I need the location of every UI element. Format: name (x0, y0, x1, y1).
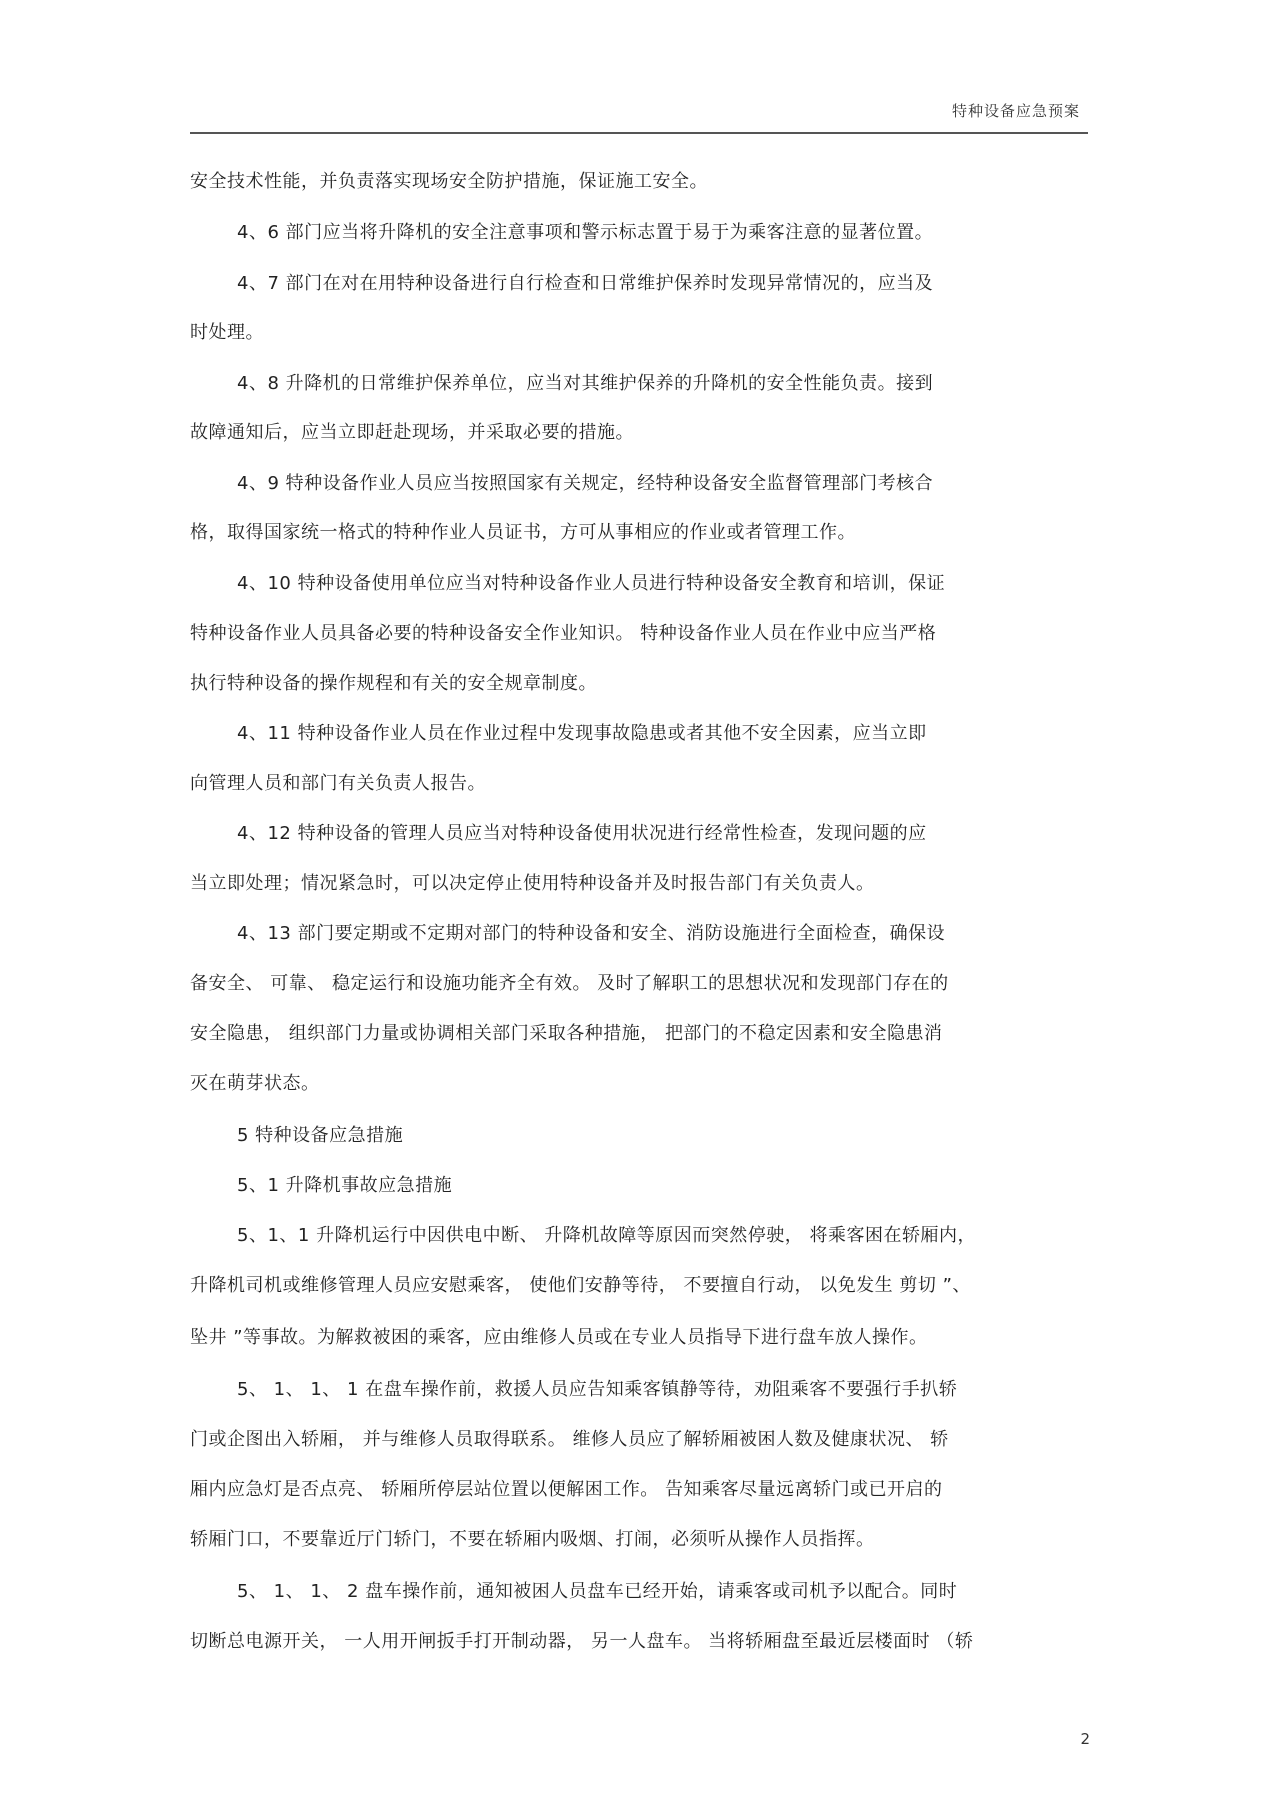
body-line: 5、 1、 1、 2 盘车操作前，通知被困人员盘车已经开始，请乘客或司机予以配合。同时 (237, 1581, 958, 1602)
body-line: 切断总电源开关， 一人用开闸扳手打开制动器， 另一人盘车。 当将轿厢盘至最近层楼面时 （轿 (190, 1631, 974, 1652)
body-line: 执行特种设备的操作规程和有关的安全规章制度。 (190, 673, 597, 694)
body-line: 特种设备作业人员具备必要的特种设备安全作业知识。 特种设备作业人员在作业中应当严格 (190, 623, 937, 644)
body-line: 4、6 部门应当将升降机的安全注意事项和警示标志置于易于为乘客注意的显著位置。 (237, 222, 934, 243)
section-heading: 5 特种设备应急措施 (237, 1125, 404, 1146)
body-line: 安全技术性能，并负责落实现场安全防护措施，保证施工安全。 (190, 171, 708, 192)
body-line: 4、13 部门要定期或不定期对部门的特种设备和安全、消防设施进行全面检查，确保设 (237, 923, 946, 944)
header-title: 特种设备应急预案 (951, 102, 1080, 120)
body-line: 厢内应急灯是否点亮、 轿厢所停层站位置以便解困工作。 告知乘客尽量远离轿门或已开启的 (190, 1479, 943, 1500)
body-line: 门或企图出入轿厢， 并与维修人员取得联系。 维修人员应了解轿厢被困人数及健康状况、 轿 (190, 1429, 949, 1450)
body-line: 坠井 ”等事故。为解救被困的乘客，应由维修人员或在专业人员指导下进行盘车放人操作。 (190, 1327, 928, 1348)
body-line: 4、10 特种设备使用单位应当对特种设备作业人员进行特种设备安全教育和培训，保证 (237, 573, 946, 594)
body-line: 当立即处理；情况紧急时，可以决定停止使用特种设备并及时报告部门有关负责人。 (190, 873, 875, 894)
body-line: 向管理人员和部门有关负责人报告。 (190, 773, 486, 794)
body-line: 5、 1、 1、 1 在盘车操作前，救援人员应告知乘客镇静等待，劝阻乘客不要强行手扒轿 (237, 1379, 958, 1400)
body-line: 安全隐患， 组织部门力量或协调相关部门采取各种措施， 把部门的不稳定因素和安全隐患消 (190, 1023, 943, 1044)
body-line: 4、12 特种设备的管理人员应当对特种设备使用状况进行经常性检查，发现问题的应 (237, 823, 927, 844)
body-line: 时处理。 (190, 322, 264, 343)
body-line: 格，取得国家统一格式的特种作业人员证书，方可从事相应的作业或者管理工作。 (190, 522, 856, 543)
subsection-heading: 5、1 升降机事故应急措施 (237, 1175, 453, 1196)
body-line: 升降机司机或维修管理人员应安慰乘客， 使他们安静等待， 不要擅自行动， 以免发生 剪切 ”、 (190, 1275, 971, 1296)
body-line: 5、1、1 升降机运行中因供电中断、 升降机故障等原因而突然停驶， 将乘客困在轿厢内， (237, 1225, 977, 1246)
page-number: 2 (1080, 1730, 1090, 1748)
body-line: 轿厢门口，不要靠近厅门轿门，不要在轿厢内吸烟、打闹，必须听从操作人员指挥。 (190, 1529, 875, 1550)
header-divider (190, 132, 1088, 134)
body-line: 4、9 特种设备作业人员应当按照国家有关规定，经特种设备安全监督管理部门考核合 (237, 473, 934, 494)
body-line: 4、11 特种设备作业人员在作业过程中发现事故隐患或者其他不安全因素，应当立即 (237, 723, 927, 744)
body-line: 灭在萌芽状态。 (190, 1073, 320, 1094)
body-line: 故障通知后，应当立即赶赴现场，并采取必要的措施。 (190, 422, 634, 443)
body-line: 4、7 部门在对在用特种设备进行自行检查和日常维护保养时发现异常情况的，应当及 (237, 273, 934, 294)
body-line: 备安全、 可靠、 稳定运行和设施功能齐全有效。 及时了解职工的思想状况和发现部门存在的 (190, 973, 949, 994)
body-line: 4、8 升降机的日常维护保养单位，应当对其维护保养的升降机的安全性能负责。接到 (237, 373, 934, 394)
